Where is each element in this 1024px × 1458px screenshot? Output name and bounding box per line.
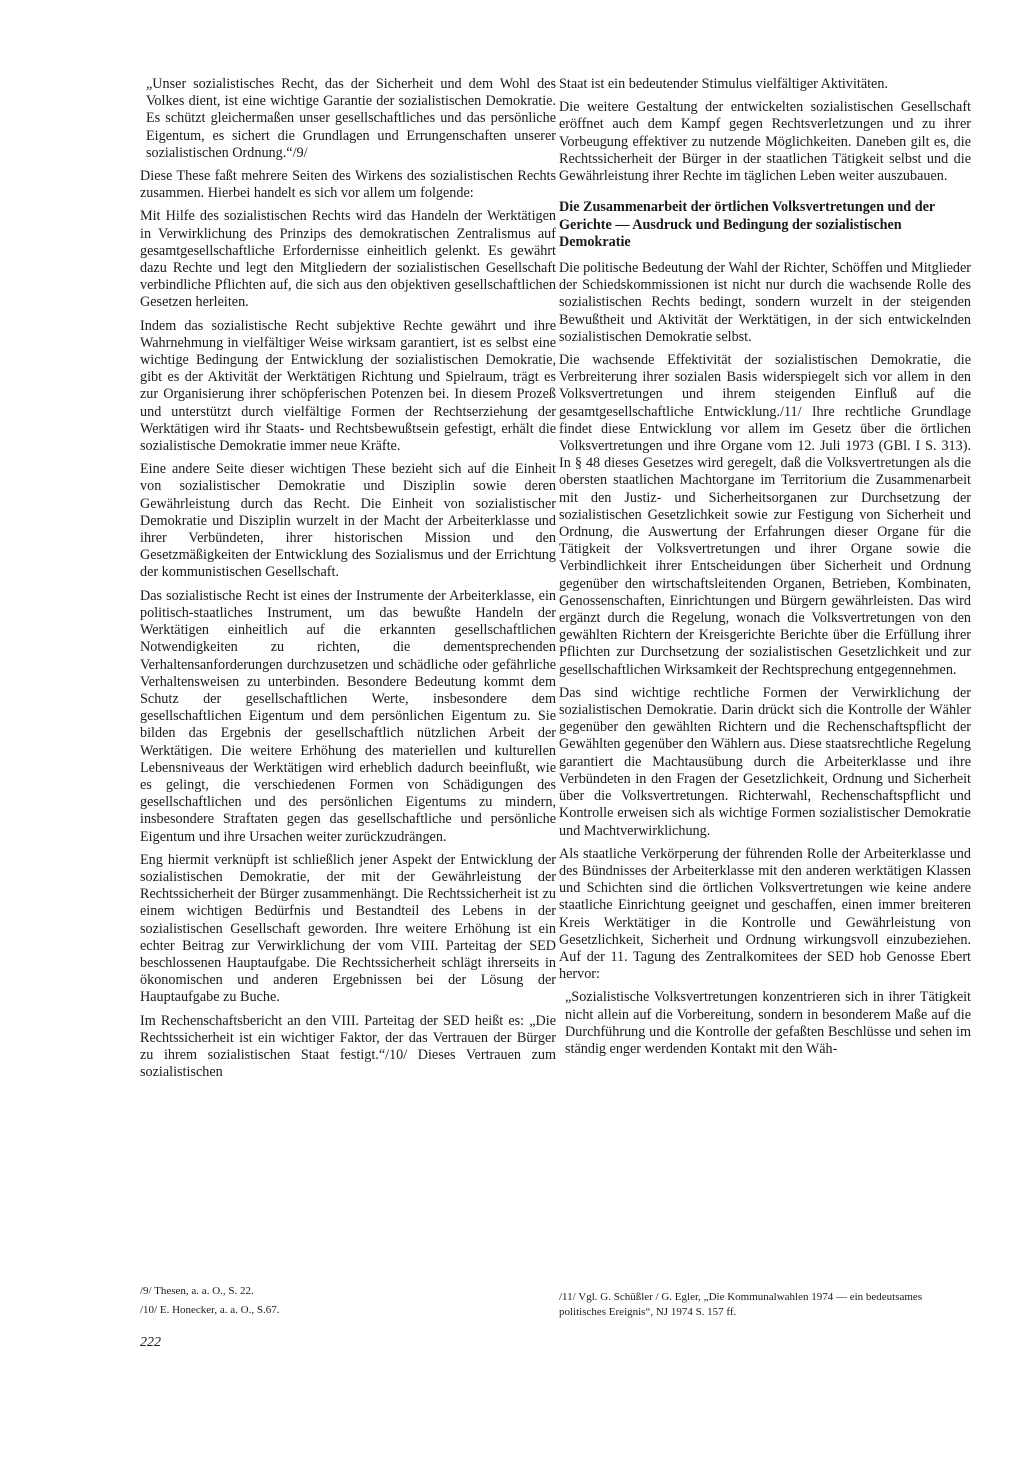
- body-paragraph: Diese These faßt mehrere Seiten des Wirkens des sozialistischen Rechts zusammen. Hierbei handelt es sich vor allem um folgende:: [140, 168, 556, 202]
- right-footnotes: [559, 1290, 971, 1324]
- body-paragraph: Staat ist ein bedeutender Stimulus vielfältiger Aktivitäten.: [559, 76, 888, 92]
- body-paragraph: Eng hiermit verknüpft ist schließlich jener Aspekt der Entwicklung der sozialistischen Demokratie, der mit der Gewährleistung der Rechtssicherheit der Bürger zusammenhängt. Die Rechtssicherheit ist zu einem wichtigen Bedürfnis und Bestandteil des Lebens in der sozialistischen Gesellschaft geworden. Ihre weitere Erhöhung ist ein echter Beitrag zur Verwirklichung der vom VIII. Parteitag der SED beschlossenen Hauptaufgabe. Die Rechtssicherheit schlägt ihrerseits in ökonomischen und anderen Ergebnissen bei der Lösung der Hauptaufgabe zu Buche.: [140, 851, 556, 1006]
- right-column: [559, 76, 971, 1064]
- body-paragraph: Im Rechenschaftsbericht an den VIII. Parteitag der SED heißt es: „Die Rechtssicherheit ist ein wichtiger Faktor, der das Vertrauen der Bürger zu ihrem sozialistischen Staat festigt.“/10/ Dieses Vertrauen zum sozialistischen: [140, 1012, 556, 1081]
- page-number: 222: [140, 1335, 161, 1350]
- body-paragraph: Als staatliche Verkörperung der führenden Rolle der Arbeiterklasse und des Bündnisses der Arbeiterklasse mit den anderen werktätigen Klassen und Schichten sind die örtlichen Volksvertretungen wie keine andere staatliche Einrichtung geeignet und geschaffen, einen immer breiteren Kreis Werktätiger in die Kontrolle und Gewährleistung von Gesetzlichkeit, Sicherheit und Ordnung wirkungsvoll einzubeziehen. Auf der 11. Tagung des Zentralkomitees der SED hob Genosse Ebert hervor:: [559, 845, 971, 983]
- body-paragraph: Die weitere Gestaltung der entwickelten sozialistischen Gesellschaft eröffnet auch dem Kampf gegen Rechtsverletzungen und zu ihrer Vorbeugung effektiver zu nutzende Möglichkeiten. Daneben gilt es, die Rechtssicherheit der Bürger in der staatlichen Tätigkeit selbst und die Gewährleistung ihrer Rechte im täglichen Leben weiter auszubauen.: [559, 99, 971, 185]
- body-paragraph: Das sind wichtige rechtliche Formen der Verwirklichung der sozialistischen Demokratie. Darin drückt sich die Kontrolle der Wähler gegenüber den gewählten Richtern und die Rechenschaftspflicht der Gewählten gegenüber den Wählern aus. Diese staatsrechtliche Regelung garantiert die Machtausübung durch die Arbeiterklasse und ihre Verbündeten in den Fragen der Gesetzlichkeit, Ordnung und Sicherheit über die Volksvertretungen. Richterwahl, Rechenschaftspflicht und Kontrolle erweisen sich als wichtige Formen sozialistischer Demokratie und Machtverwirklichung.: [559, 684, 971, 839]
- left-column: [140, 76, 556, 1087]
- footnote: /9/ Thesen, a. a. O., S. 22.: [140, 1285, 254, 1297]
- body-paragraph: Die politische Bedeutung der Wahl der Richter, Schöffen und Mitglieder der Schiedskommissionen ist nicht nur durch die wachsende Rolle des sozialistischen Rechts bedingt, sondern wurzelt in der steigenden Bewußtheit und Aktivität der Werktätigen, in der sich entwickelnden sozialistischen Demokratie selbst.: [559, 260, 971, 345]
- section-heading: Die Zusammenarbeit der örtlichen Volksvertretungen und der Gerichte — Ausdruck und Bedingung der sozialistischen Demokratie: [559, 199, 935, 251]
- quote-paragraph: „Unser sozialistisches Recht, das der Sicherheit und dem Wohl des Volkes dient, ist eine wichtige Garantie der sozialistischen Demokratie. Es schützt gleichermaßen unser gesellschaftliches und das persönliche Eigentum, es sichert die Grundlagen und Errungenschaften unserer sozialistischen Ordnung.“/9/: [146, 76, 556, 161]
- footnote: /10/ E. Honecker, a. a. O., S.67.: [140, 1304, 280, 1316]
- footnote: /11/ Vgl. G. Schüßler / G. Egler, „Die Kommunalwahlen 1974 — ein bedeutsames politisches Ereignis“, NJ 1974 S. 157 ff.: [559, 1291, 923, 1318]
- body-paragraph: Eine andere Seite dieser wichtigen These bezieht sich auf die Einheit von sozialistischer Demokratie und Disziplin sowie deren Gewährleistung durch das Recht. Die Einheit von sozialistischer Demokratie und Disziplin wurzelt in der Macht der Arbeiterklasse und ihrer Verbündeten, ihrer historischen Mission und den Gesetzmäßigkeiten der Entwicklung des Sozialismus und der Errichtung der kommunistischen Gesellschaft.: [140, 461, 556, 581]
- body-paragraph: Das sozialistische Recht ist eines der Instrumente der Arbeiterklasse, ein politisch-staatliches Instrument, um das bewußte Handeln der Werktätigen einheitlich auf die erkannten gesellschaftlichen Notwendigkeiten zu richten, die dementsprechenden Verhaltensanforderungen durchzusetzen und schädliche oder gefährliche Verhaltensweisen zu unterbinden. Besondere Bedeutung kommt dem Schutz der gesellschaftlichen Werte, insbesondere dem gesellschaftlichen Eigentum und dem persönlichen Eigentum zu. Sie bilden das Ergebnis der gesellschaftlich nützlichen Arbeit der Werktätigen. Die weitere Erhöhung des materiellen und kulturellen Lebensniveaus der Werktätigen wird erheblich dadurch beeinflußt, wie es gelingt, die verschiedenen Formen von Schädigungen des gesellschaftlichen und des persönlichen Eigentums zu mindern, insbesondere Straftaten gegen das gesellschaftliche und persönliche Eigentum und ihre Ursachen weiter zurückzudrängen.: [140, 587, 556, 845]
- body-paragraph: Die wachsende Effektivität der sozialistischen Demokratie, die Verbreiterung ihrer sozialen Basis widerspiegelt sich vor allem in den Volksvertretungen und ihrem steigenden Einfluß auf die gesamtgesellschaftliche Entwicklung./11/ Ihre rechtliche Grundlage findet diese Entwicklung vor allem im Gesetz über die örtlichen Volksvertretungen und ihre Organe vom 12. Juli 1973 (GBl. I S. 313). In § 48 dieses Gesetzes wird geregelt, daß die Volksvertretungen als die obersten staatlichen Machtorgane im Territorium die Zusammenarbeit mit den Justiz- und Sicherheitsorganen zur Durchsetzung der sozialistischen Gesetzlichkeit sowie zur Festigung von Sicherheit und Ordnung, die Auswertung der Erfahrungen dieser Organe für die Tätigkeit der Volksvertretungen und ihrer Organe sowie die Verbindlichkeit ihrer Entscheidungen über Sicherheit und Ordnung gegenüber den wirtschaftsleitenden Organen, Betrieben, Kombinaten, Genossenschaften, Einrichtungen und Bürgern gewährleisten. Das wird ergänzt durch die Regelung, wonach die Volksvertretungen von den gewählten Richtern der Kreisgerichte Berichte über die Erfüllung ihrer Pflichten zur Durchsetzung der sozialistischen Gesetzlichkeit und zur gesellschaftlichen Wirksamkeit der Rechtsprechung entgegennehmen.: [559, 352, 971, 678]
- body-paragraph: Indem das sozialistische Recht subjektive Rechte gewährt und ihre Wahrnehmung in vielfältiger Weise wirksam garantiert, ist es selbst eine wichtige Bedingung der Entwicklung der sozialistischen Demokratie, gibt es der Aktivität der Werktätigen Richtung und Spielraum, trägt es zur Organisierung ihrer schöpferischen Potenzen bei. In diesem Prozeß und unterstützt durch vielfältige Formen der Rechtserziehung der Werktätigen wird ihr Staats- und Rechtsbewußtsein gefestigt, erhält die sozialistische Demokratie immer neue Kräfte.: [140, 317, 556, 455]
- left-footnotes: [140, 1284, 556, 1322]
- body-paragraph: Mit Hilfe des sozialistischen Rechts wird das Handeln der Werktätigen in Verwirklichung des Prinzips des demokratischen Zentralismus auf gesamtgesellschaftliche Erfordernisse einheitlich gelenkt. Es gewährt dazu Rechte und legt den Mitgliedern der sozialistischen Gesellschaft verbindliche Pflichten auf, die sich aus den objektiven gesellschaftlichen Gesetzen herleiten.: [140, 208, 556, 311]
- quote-paragraph: „Sozialistische Volksvertretungen konzentrieren sich in ihrer Tätigkeit nicht allein auf die Vorbereitung, sondern in besonderem Maße auf die Durchführung und die Kontrolle der gefaßten Beschlüsse und sehen im ständig enger werdenden Kontakt mit den Wäh-: [565, 989, 971, 1057]
